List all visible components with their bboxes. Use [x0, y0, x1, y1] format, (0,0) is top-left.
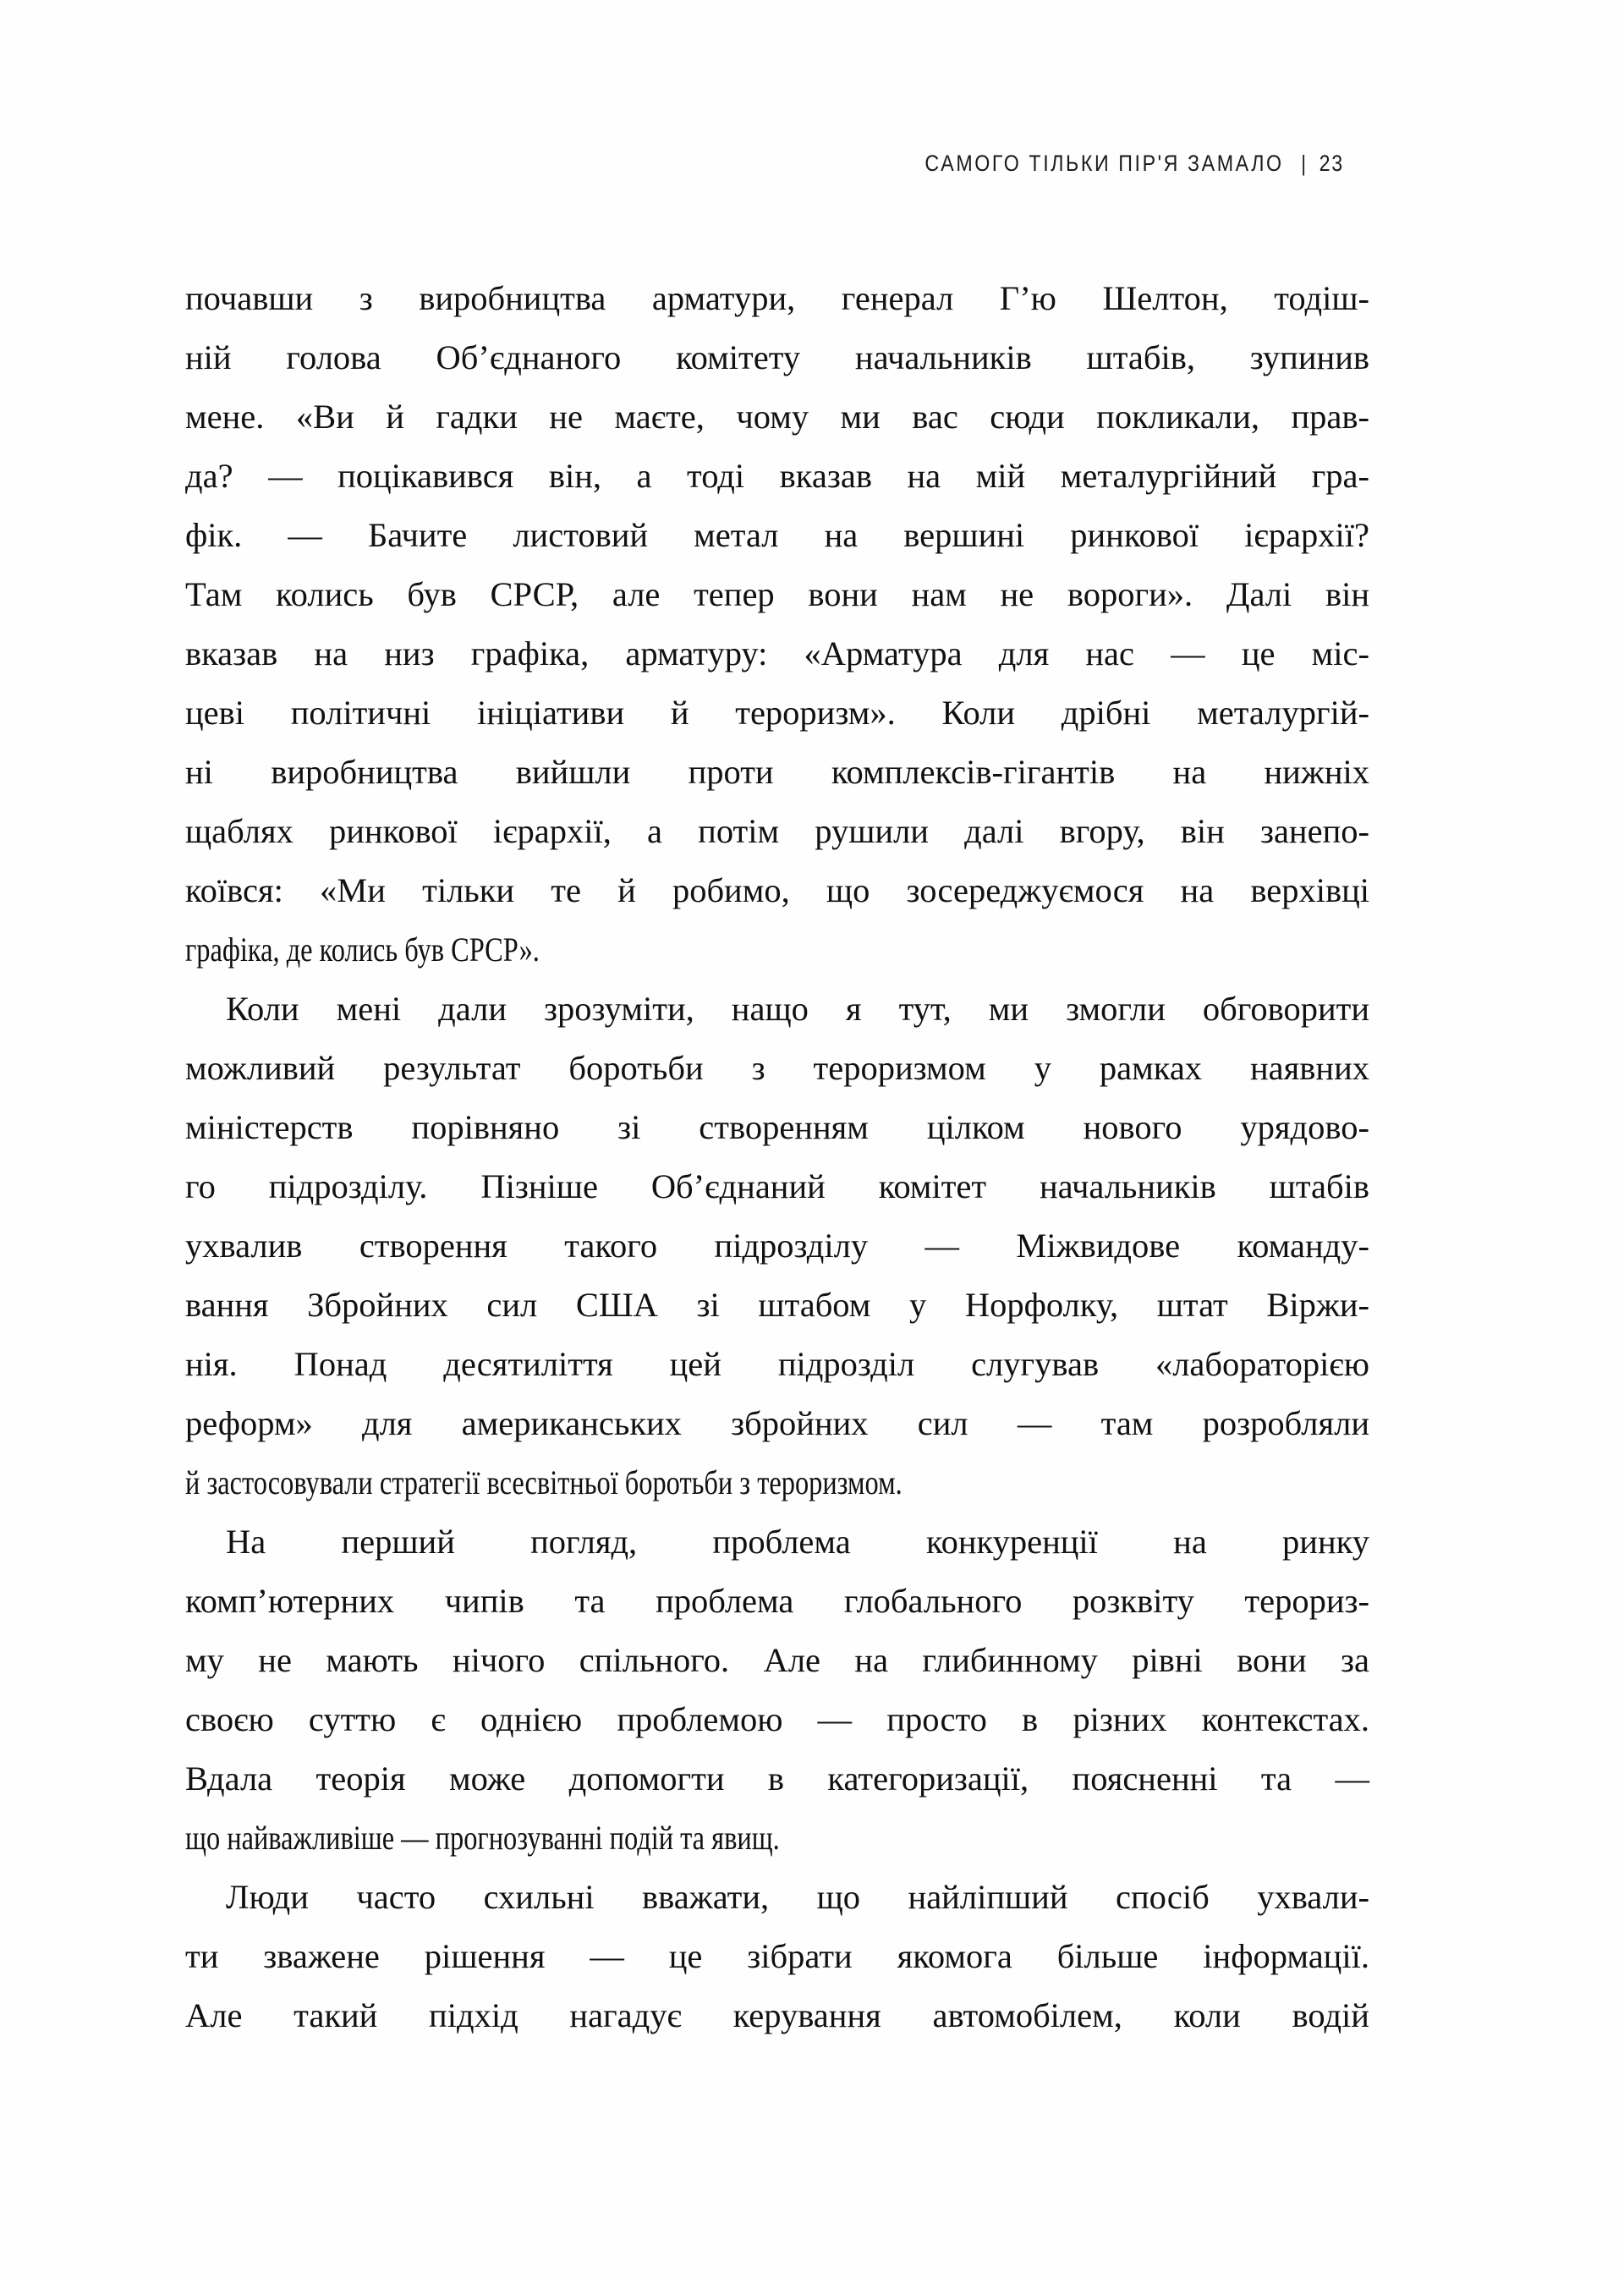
text-line: графіка, де колись був СРСР».	[185, 930, 540, 969]
page-number: 23	[1319, 151, 1344, 176]
text-line: ні виробництва вийшли проти комплексів-гігантів на нижніх	[185, 753, 1369, 791]
text-line: На перший погляд, проблема конкуренції на ринку	[226, 1523, 1369, 1561]
body-text-block	[185, 269, 1369, 2045]
running-head	[272, 151, 1344, 177]
running-head-separator: |	[1301, 151, 1307, 176]
paragraph	[185, 980, 1369, 1512]
text-line: щаблях ринкової ієрархії, а потім рушили далі вгору, він занепо-	[185, 812, 1369, 850]
text-line: Вдала теорія може допомогти в категоризації, поясненні та —	[185, 1759, 1369, 1798]
text-line: вання Збройних сил США зі штабом у Норфолку, штат Віржи-	[185, 1286, 1369, 1324]
text-line: почавши з виробництва арматури, генерал Г’ю Шелтон, тодіш-	[185, 279, 1369, 317]
text-line: комп’ютерних чипів та проблема глобального розквіту терориз-	[185, 1582, 1369, 1620]
text-line: коївся: «Ми тільки те й робимо, що зосереджуємося на верхівці	[185, 871, 1369, 909]
text-line: мене. «Ви й гадки не маєте, чому ми вас сюди покликали, прав-	[185, 398, 1369, 436]
text-line: міністерств порівняно зі створенням цілком нового урядово-	[185, 1108, 1369, 1146]
text-line: фік. — Бачите листовий метал на вершині ринкової ієрархії?	[185, 516, 1369, 554]
paragraph	[185, 269, 1369, 980]
text-line: Люди часто схильні вважати, що найліпший спосіб ухвали-	[226, 1878, 1369, 1916]
text-line: нія. Понад десятиліття цей підрозділ слугував «лабораторією	[185, 1345, 1369, 1383]
text-line: му не мають нічого спільного. Але на глибинному рівні вони за	[185, 1641, 1369, 1679]
text-line: ти зважене рішення — це зібрати якомога більше інформації.	[185, 1937, 1369, 1975]
text-line: цеві політичні ініціативи й тероризм». Коли дрібні металургій-	[185, 694, 1369, 732]
text-line: ухвалив створення такого підрозділу — Міжвидове команду-	[185, 1227, 1369, 1265]
text-line: Коли мені дали зрозуміти, нащо я тут, ми змогли обговорити	[226, 990, 1369, 1028]
text-line: го підрозділу. Пізніше Об’єднаний комітет начальників штабів	[185, 1167, 1369, 1205]
text-line: Але такий підхід нагадує керування автомобілем, коли водій	[185, 1996, 1369, 2034]
text-line: ній голова Об’єднаного комітету начальників штабів, зупинив	[185, 338, 1369, 376]
running-head-title: САМОГО ТІЛЬКИ ПІР'Я ЗАМАЛО	[924, 151, 1284, 176]
text-line: своєю суттю є однією проблемою — просто в різних контекстах.	[185, 1700, 1369, 1738]
text-line: вказав на низ графіка, арматуру: «Арматура для нас — це міс-	[185, 634, 1369, 672]
paragraph	[185, 1512, 1369, 1868]
text-line: да? — поцікавився він, а тоді вказав на мій металургійний гра-	[185, 457, 1369, 495]
text-line: можливий результат боротьби з тероризмом у рамках наявних	[185, 1049, 1369, 1087]
text-line: реформ» для американських збройних сил — там розробляли	[185, 1404, 1369, 1442]
paragraph	[185, 1868, 1369, 2045]
text-line: що найважливіше — прогнозуванні подій та явищ.	[185, 1819, 780, 1857]
text-line: й застосовували стратегії всесвітньої боротьби з тероризмом.	[185, 1463, 903, 1501]
text-line: Там колись був СРСР, але тепер вони нам не вороги». Далі він	[185, 575, 1369, 613]
